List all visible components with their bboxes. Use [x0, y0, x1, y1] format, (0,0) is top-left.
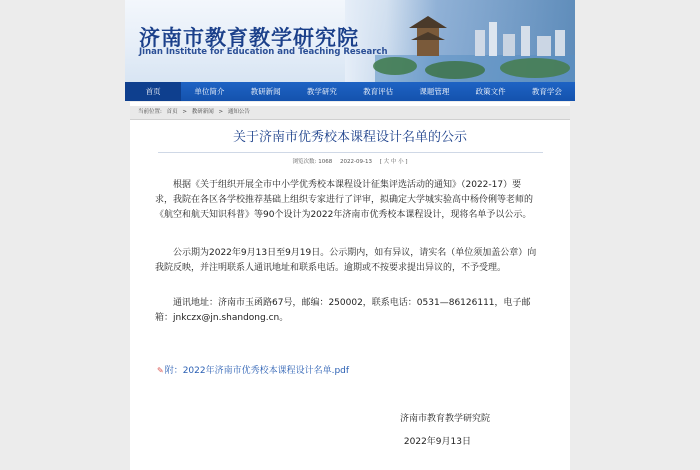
title-divider — [158, 152, 543, 153]
nav-item-projects[interactable]: 课题管理 — [419, 87, 450, 96]
article-paragraph — [155, 246, 537, 276]
article-paragraph — [155, 296, 537, 326]
breadcrumb-separator: > — [218, 109, 224, 115]
site-subtitle: Jinan Institute for Education and Teaching Research — [139, 47, 388, 57]
nav-item-policy[interactable]: 政策文件 — [475, 87, 506, 96]
breadcrumb-item-news[interactable]: 教研新闻 — [191, 109, 214, 115]
nav-item-evaluation[interactable]: 教育评估 — [363, 87, 394, 96]
site-banner — [125, 0, 575, 82]
breadcrumb-separator: > — [182, 109, 187, 115]
paragraph-text: 通讯地址：济南市玉函路67号，邮编：250002，联系电话：0531—86126111，电子邮箱：jnkczx@jn.shandong.cn。 — [155, 298, 531, 323]
views-label-text: 浏览次数: — [292, 159, 317, 165]
article-paragraph — [155, 178, 537, 223]
publish-date: 2022-09-13 — [340, 159, 373, 165]
article-title: 关于济南市优秀校本课程设计名单的公示 — [232, 130, 467, 145]
breadcrumb-item-notices[interactable]: 通知公告 — [227, 109, 250, 115]
views-label — [292, 159, 332, 165]
signature-date: 2022年9月13日 — [403, 437, 471, 447]
breadcrumb-item-home[interactable]: 首页 — [166, 109, 178, 115]
article-meta — [130, 157, 570, 165]
signature-org: 济南市教育教学研究院 — [399, 414, 490, 424]
site-title: 济南市教育教学研究院 — [139, 26, 359, 50]
breadcrumb — [130, 106, 570, 120]
paperclip-icon: ✎ — [157, 366, 164, 375]
nav-item-about[interactable]: 单位简介 — [194, 87, 225, 96]
paragraph-text: 根据《关于组织开展全市中小学优秀校本课程设计征集评选活动的通知》（2022-17）要求，我院在各区各学校推荐基础上组织专家进行了评审，拟确定大学城实验高中杨伶俐等老师的《航空和航天知识科普》等90个设计为2022年济南市优秀校本课程设计，现将名单予以公示。 — [155, 180, 534, 220]
nav-item-research[interactable]: 教学研究 — [306, 87, 337, 96]
attachment-link[interactable] — [157, 363, 349, 376]
paragraph-text: 公示期为2022年9月13日至9月19日。公示期内，如有异议，请实名（单位须加盖公章）向我院反映，并注明联系人通讯地址和联系电话。逾期或不按要求提出异议的，不予受理。 — [155, 248, 537, 273]
views-count: 1068 — [318, 159, 333, 165]
nav-item-home[interactable]: 首页 — [125, 82, 181, 101]
font-size-control[interactable]: [ 大 中 小 ] — [379, 159, 408, 165]
main-nav — [125, 82, 575, 101]
nav-item-society[interactable]: 教育学会 — [531, 87, 562, 96]
attachment-text[interactable]: 附：2022年济南市优秀校本课程设计名单.pdf — [164, 366, 350, 376]
nav-item-news[interactable]: 教研新闻 — [250, 87, 281, 96]
breadcrumb-label: 当前位置: — [138, 109, 162, 115]
